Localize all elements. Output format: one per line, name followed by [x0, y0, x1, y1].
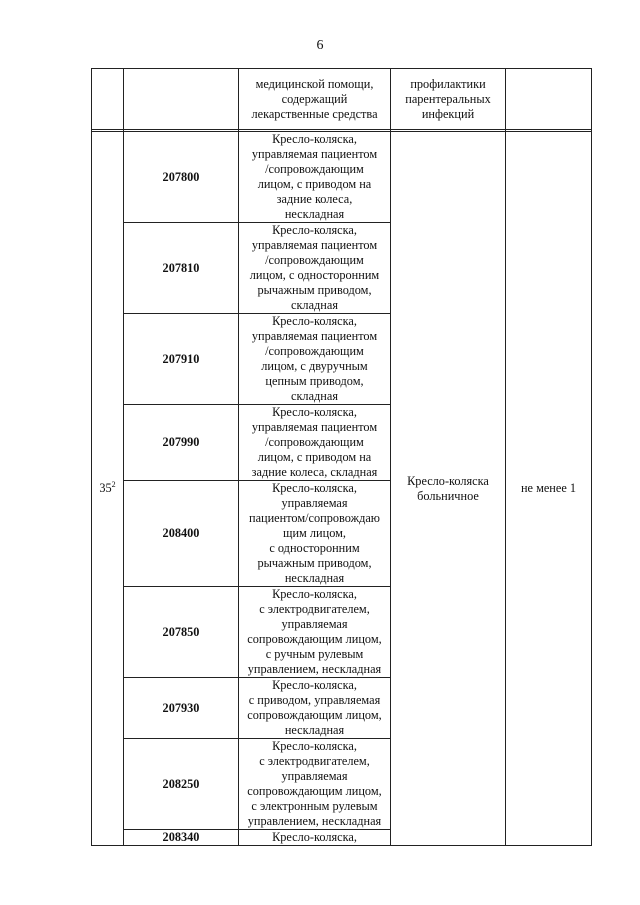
equipment-table [91, 68, 592, 846]
desc-line: управляемая [281, 617, 348, 631]
desc-line: щим лицом, [283, 526, 346, 540]
desc-line: складная [291, 389, 338, 403]
desc-line: нескладная [284, 723, 345, 737]
item-description [239, 739, 391, 830]
desc-line: управлением, нескладная [247, 662, 382, 676]
desc-line: с ручным рулевым [265, 647, 364, 661]
desc-line: Кресло-коляска, [272, 223, 357, 237]
item-description [239, 830, 391, 846]
desc-line: с электродвигателем, [259, 754, 370, 768]
cell-quantity [506, 69, 592, 130]
desc-line: Кресло-коляска, [272, 739, 357, 753]
cell-number [92, 69, 124, 130]
desc-line: Кресло-коляска, [272, 830, 357, 844]
desc-line: сопровождающим лицом, [247, 632, 382, 646]
item-code: 208400 [124, 481, 239, 587]
desc-line: управляемая пациентом [251, 147, 378, 161]
item-code: 207990 [124, 405, 239, 481]
desc-line: лицом, с односторонним [249, 268, 380, 282]
desc-line: управляемая пациентом [251, 238, 378, 252]
cell-description [239, 69, 391, 130]
item-description [239, 481, 391, 587]
item-code: 207850 [124, 587, 239, 678]
desc-line: медицинской помощи, [255, 76, 374, 91]
desc-line: /сопровождающим [265, 253, 364, 267]
item-code: 208340 [124, 830, 239, 846]
continued-row [92, 69, 592, 130]
desc-line: сопровождающим лицом, [247, 784, 382, 798]
desc-line: управляемая пациентом [251, 329, 378, 343]
item-description [239, 405, 391, 481]
desc-line: лицом, с двуручным [261, 359, 368, 373]
cell-equipment-name [391, 69, 506, 130]
desc-line: с электронным рулевым [251, 799, 378, 813]
item-description [239, 132, 391, 223]
desc-line: сопровождающим лицом, [247, 708, 382, 722]
desc-line: Кресло-коляска, [272, 132, 357, 146]
item-code: 207800 [124, 132, 239, 223]
desc-line: управляемая пациентом [251, 420, 378, 434]
name-line: парентеральных [405, 91, 491, 106]
desc-line: с односторонним [269, 541, 360, 555]
desc-line: рычажным приводом, [257, 556, 372, 570]
desc-line: с электродвигателем, [259, 602, 370, 616]
desc-line: цепным приводом, [265, 374, 364, 388]
table-row [92, 132, 592, 223]
desc-line: лекарственные средства [251, 106, 378, 121]
desc-line: рычажным приводом, [257, 283, 372, 297]
desc-line: нескладная [284, 207, 345, 221]
desc-line: Кресло-коляска, [272, 587, 357, 601]
desc-line: /сопровождающим [265, 435, 364, 449]
group-quantity: не менее 1 [506, 132, 592, 846]
desc-line: управлением, нескладная [247, 814, 382, 828]
desc-line: лицом, с приводом на [257, 450, 372, 464]
desc-line: пациентом/сопровождаю [248, 511, 380, 525]
item-code: 207910 [124, 314, 239, 405]
item-description [239, 587, 391, 678]
desc-line: управляемая [281, 769, 348, 783]
desc-line: Кресло-коляска, [272, 314, 357, 328]
page-number: 6 [316, 38, 324, 53]
group-equipment-name: Кресло-коляска больничное [391, 132, 506, 846]
item-code: 207810 [124, 223, 239, 314]
desc-line: Кресло-коляска, [272, 481, 357, 495]
desc-line: задние колеса, [276, 192, 353, 206]
desc-line: с приводом, управляемая [248, 693, 381, 707]
item-description [239, 223, 391, 314]
desc-line: /сопровождающим [265, 162, 364, 176]
name-line: профилактики [410, 76, 486, 91]
desc-line: Кресло-коляска, [272, 405, 357, 419]
desc-line: /сопровождающим [265, 344, 364, 358]
desc-line: Кресло-коляска, [272, 678, 357, 692]
item-code: 208250 [124, 739, 239, 830]
group-number: $35^2$ [92, 132, 124, 846]
desc-line: складная [291, 298, 338, 312]
name-line: инфекций [421, 106, 475, 121]
desc-line: управляемая [281, 496, 348, 510]
item-code: 207930 [124, 678, 239, 739]
desc-line: лицом, с приводом на [257, 177, 372, 191]
desc-line: содержащий [281, 91, 348, 106]
desc-line: нескладная [284, 571, 345, 585]
desc-line: задние колеса, складная [251, 465, 378, 479]
item-description [239, 314, 391, 405]
cell-code [124, 69, 239, 130]
item-description [239, 678, 391, 739]
